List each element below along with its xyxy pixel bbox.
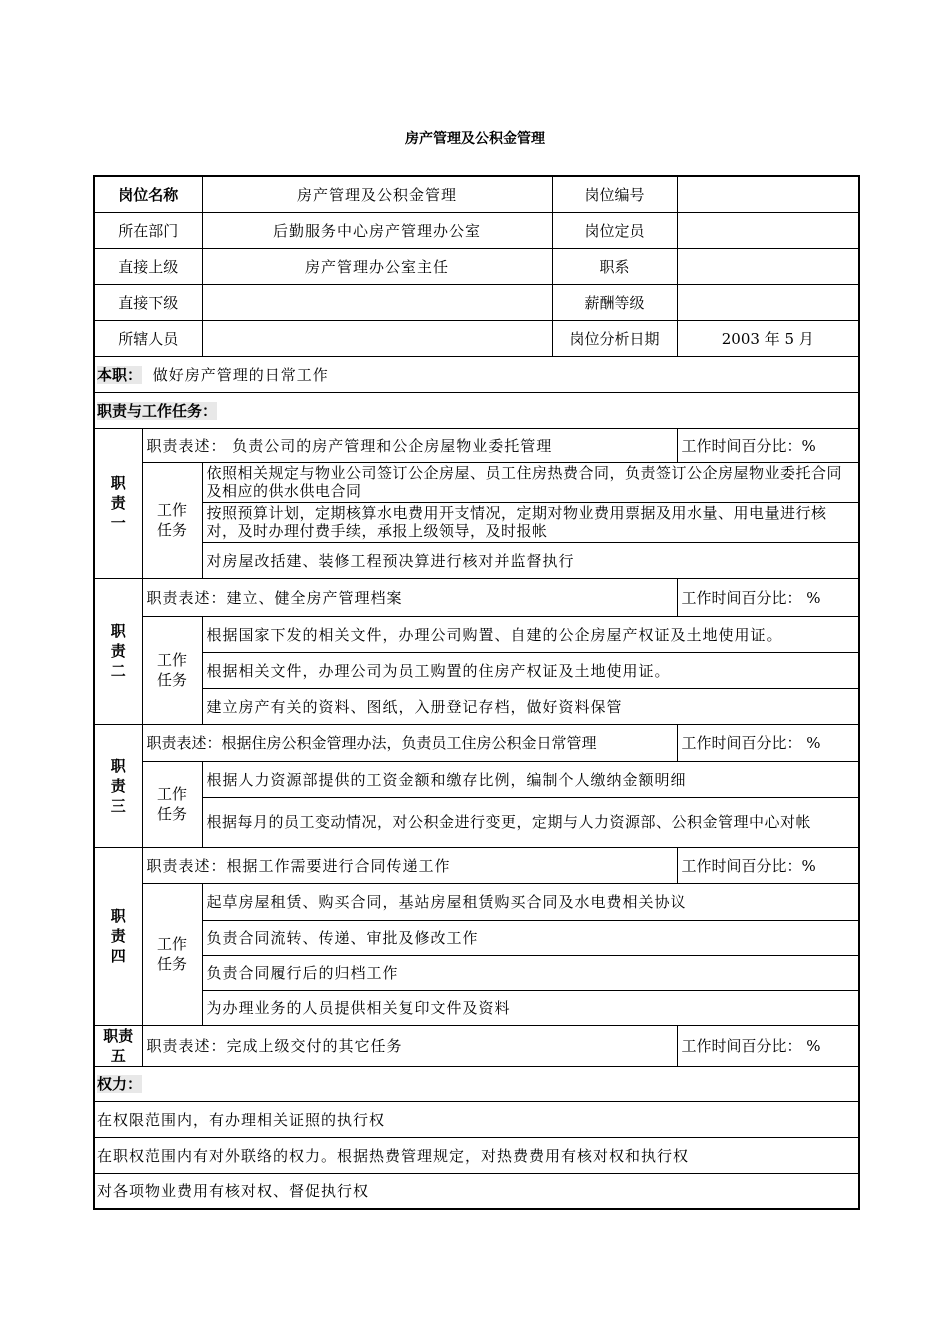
duty-3-task-2: 根据每月的员工变动情况，对公积金进行变更，定期与人力资源部、公积金管理中心对帐	[202, 797, 859, 847]
duty-4-task-row	[94, 920, 859, 955]
value-department: 后勤服务中心房产管理办公室	[202, 212, 552, 248]
basic-row-post-name	[94, 176, 859, 212]
basic-row-subordinate	[94, 284, 859, 320]
duty-1-task-row	[94, 502, 859, 542]
duty-4-task-row	[94, 883, 859, 920]
duty-3-task-row	[94, 797, 859, 847]
value-analysis-date: 2003 年 5 月	[677, 320, 859, 356]
label-analysis-date: 岗位分析日期	[552, 320, 677, 356]
label-post-number: 岗位编号	[552, 176, 677, 212]
value-subordinate	[202, 284, 552, 320]
duty-2-task-3: 建立房产有关的资料、图纸，入册登记存档，做好资料保管	[202, 688, 859, 724]
duty-2-task-row	[94, 652, 859, 688]
value-staff	[202, 320, 552, 356]
duty-2-task-row	[94, 616, 859, 652]
duty-2-task-2: 根据相关文件，办理公司为员工购置的住房产权证及土地使用证。	[202, 652, 859, 688]
basic-row-supervisor	[94, 248, 859, 284]
mission-text: 做好房产管理的日常工作	[152, 365, 329, 384]
duty-1-task-label: 工作 任务	[142, 462, 202, 578]
duty-4-statement-row	[94, 847, 859, 883]
label-department: 所在部门	[94, 212, 202, 248]
value-supervisor: 房产管理办公室主任	[202, 248, 552, 284]
duty-1-statement-row	[94, 428, 859, 462]
duty-2-task-label: 工作 任务	[142, 616, 202, 724]
authority-header-row	[94, 1066, 859, 1101]
label-job-family: 职系	[552, 248, 677, 284]
duty-2-task-1: 根据国家下发的相关文件，办理公司购置、自建的公企房屋产权证及土地使用证。	[202, 616, 859, 652]
duty-3-task-label: 工作 任务	[142, 761, 202, 847]
authority-row	[94, 1101, 859, 1137]
label-salary-grade: 薪酬等级	[552, 284, 677, 320]
mission-label: 本职：	[97, 365, 143, 384]
authority-item-3: 对各项物业费用有核对权、督促执行权	[94, 1173, 859, 1209]
value-post-number	[677, 176, 859, 212]
authority-row	[94, 1173, 859, 1209]
duty-3-statement: 职责表述：根据住房公积金管理办法，负责员工住房公积金日常管理	[142, 724, 677, 761]
duty-2-name: 职 责 二	[94, 578, 142, 724]
duty-4-name: 职 责 四	[94, 847, 142, 1025]
value-post-name: 房产管理及公积金管理	[202, 176, 552, 212]
duty-2-statement: 职责表述：建立、健全房产管理档案	[142, 578, 677, 616]
duty-1-task-2: 按照预算计划，定期核算水电费用开支情况，定期对物业费用票据及用水量、用电量进行核对，及时办理付费手续，承报上级领导，及时报帐	[202, 502, 859, 542]
duty-1-name: 职 责 一	[94, 428, 142, 578]
duty-3-statement-row	[94, 724, 859, 761]
job-description-table	[93, 175, 860, 1210]
authority-item-1: 在权限范围内，有办理相关证照的执行权	[94, 1101, 859, 1137]
duty-2-percent: 工作时间百分比： %	[677, 578, 859, 616]
authority-item-2: 在职权范围内有对外联络的权力。根据热费管理规定，对热费费用有核对权和执行权	[94, 1137, 859, 1173]
duty-5-name: 职责 五	[94, 1025, 142, 1066]
duties-header-row	[94, 392, 859, 428]
basic-row-staff	[94, 320, 859, 356]
value-salary-grade	[677, 284, 859, 320]
duty-2-task-row	[94, 688, 859, 724]
duty-4-task-row	[94, 990, 859, 1025]
duty-2-statement-row	[94, 578, 859, 616]
authority-header: 权力：	[97, 1075, 143, 1093]
duty-4-task-3: 负责合同履行后的归档工作	[202, 955, 859, 990]
label-staff: 所辖人员	[94, 320, 202, 356]
duty-4-task-2: 负责合同流转、传递、审批及修改工作	[202, 920, 859, 955]
duty-4-task-4: 为办理业务的人员提供相关复印文件及资料	[202, 990, 859, 1025]
duty-3-task-1: 根据人力资源部提供的工资金额和缴存比例，编制个人缴纳金额明细	[202, 761, 859, 797]
duty-1-statement: 职责表述： 负责公司的房产管理和公企房屋物业委托管理	[142, 428, 677, 462]
value-headcount	[677, 212, 859, 248]
duty-4-percent: 工作时间百分比：%	[677, 847, 859, 883]
document-title: 房产管理及公积金管理	[405, 131, 545, 147]
duty-4-task-1: 起草房屋租赁、购买合同，基站房屋租赁购买合同及水电费相关协议	[202, 883, 859, 920]
duty-3-percent: 工作时间百分比： %	[677, 724, 859, 761]
mission-row	[94, 356, 859, 392]
value-job-family	[677, 248, 859, 284]
label-headcount: 岗位定员	[552, 212, 677, 248]
duty-3-name: 职 责 三	[94, 724, 142, 847]
label-supervisor: 直接上级	[94, 248, 202, 284]
duty-1-task-1: 依照相关规定与物业公司签订公企房屋、员工住房热费合同，负责签订公企房屋物业委托合同及相应的供水供电合同	[202, 462, 859, 502]
duty-5-statement-row	[94, 1025, 859, 1066]
duty-1-task-row	[94, 542, 859, 578]
duty-4-task-row	[94, 955, 859, 990]
duty-1-percent: 工作时间百分比：%	[677, 428, 859, 462]
basic-row-department	[94, 212, 859, 248]
duty-4-statement: 职责表述：根据工作需要进行合同传递工作	[142, 847, 677, 883]
duty-5-statement: 职责表述：完成上级交付的其它任务	[142, 1025, 677, 1066]
duty-4-task-label: 工作 任务	[142, 883, 202, 1025]
label-subordinate: 直接下级	[94, 284, 202, 320]
duty-5-percent: 工作时间百分比： %	[677, 1025, 859, 1066]
authority-row	[94, 1137, 859, 1173]
duty-1-task-3: 对房屋改括建、装修工程预决算进行核对并监督执行	[202, 542, 859, 578]
duty-1-task-row	[94, 462, 859, 502]
duties-header: 职责与工作任务：	[97, 401, 218, 420]
label-post-name: 岗位名称	[94, 176, 202, 212]
duty-3-task-row	[94, 761, 859, 797]
